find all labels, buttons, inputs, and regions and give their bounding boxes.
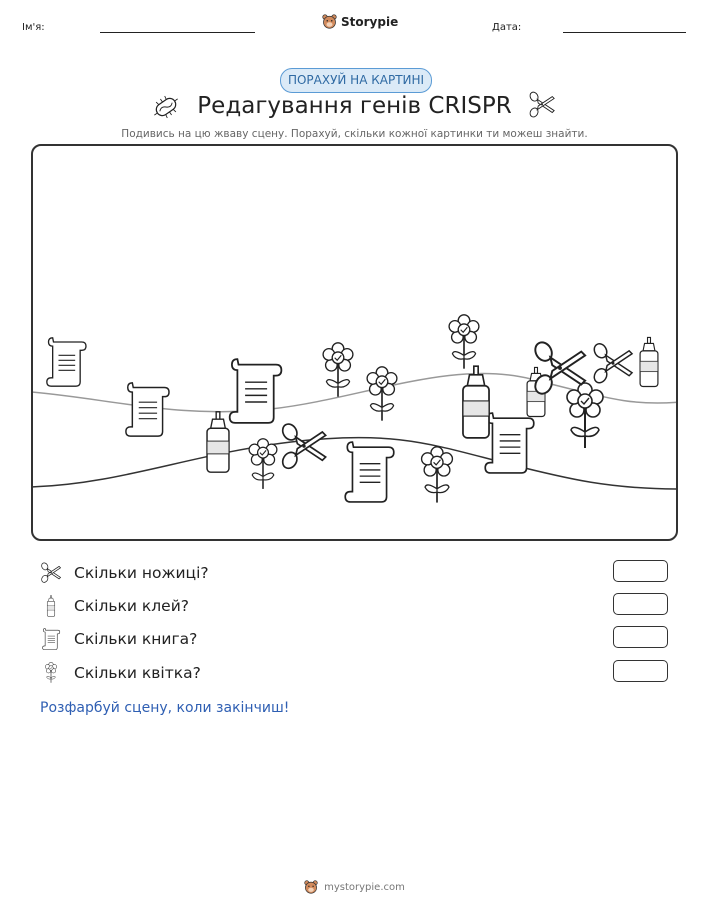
scroll-icon (230, 359, 282, 423)
flower-icon (567, 383, 603, 448)
glue-icon (40, 595, 62, 617)
question-text: Скільки клей? (74, 597, 190, 615)
bear-icon (322, 14, 337, 29)
question-glue (40, 593, 189, 619)
footer-url[interactable]: mystorypie.com (324, 881, 405, 893)
date-label: Дата: (492, 22, 522, 33)
question-scissors (40, 560, 209, 586)
glue-icon (207, 412, 229, 472)
scroll-icon (485, 413, 534, 473)
brand-logo (322, 14, 398, 29)
instructions: Подивись на цю жваву сцену. Порахуй, скільки кожної картинки ти можеш знайти. (121, 128, 588, 140)
answer-box-glue[interactable] (613, 593, 668, 615)
question-text: Скільки квітка? (74, 664, 201, 682)
name-label: Ім'я: (22, 22, 45, 33)
answer-box-flower[interactable] (613, 660, 668, 682)
flower-icon (40, 662, 62, 684)
page-title: Редагування генів CRISPR (197, 93, 512, 119)
glue-icon (640, 337, 658, 386)
flower-icon (449, 315, 479, 369)
scroll-icon (345, 442, 394, 502)
flower-icon (422, 447, 453, 503)
answer-box-scissors[interactable] (613, 560, 668, 582)
question-text: Скільки книга? (74, 630, 198, 648)
flower-icon (249, 439, 277, 489)
count-badge: ПОРАХУЙ НА КАРТИНІ (280, 68, 432, 93)
scroll-icon (47, 338, 86, 386)
coloring-note: Розфарбуй сцену, коли закінчиш! (40, 700, 290, 716)
question-text: Скільки ножиці? (74, 564, 209, 582)
question-flower (40, 660, 201, 686)
scissors-icon (532, 339, 585, 396)
scroll-icon (40, 628, 62, 650)
bear-icon (304, 880, 318, 894)
flower-icon (323, 343, 353, 397)
scroll-icon (126, 383, 169, 436)
brand-name: Storypie (341, 14, 399, 29)
question-scroll (40, 626, 197, 652)
scissors-icon (592, 342, 632, 386)
footer (0, 880, 709, 894)
counting-scene (31, 144, 678, 541)
scissors-icon (40, 562, 62, 584)
answer-box-scroll[interactable] (613, 626, 668, 648)
scissors-icon (280, 421, 326, 470)
glue-icon (463, 366, 489, 438)
name-field[interactable] (100, 32, 255, 33)
date-field[interactable] (563, 32, 686, 33)
flower-icon (367, 367, 397, 421)
scissors-icon (528, 91, 556, 119)
